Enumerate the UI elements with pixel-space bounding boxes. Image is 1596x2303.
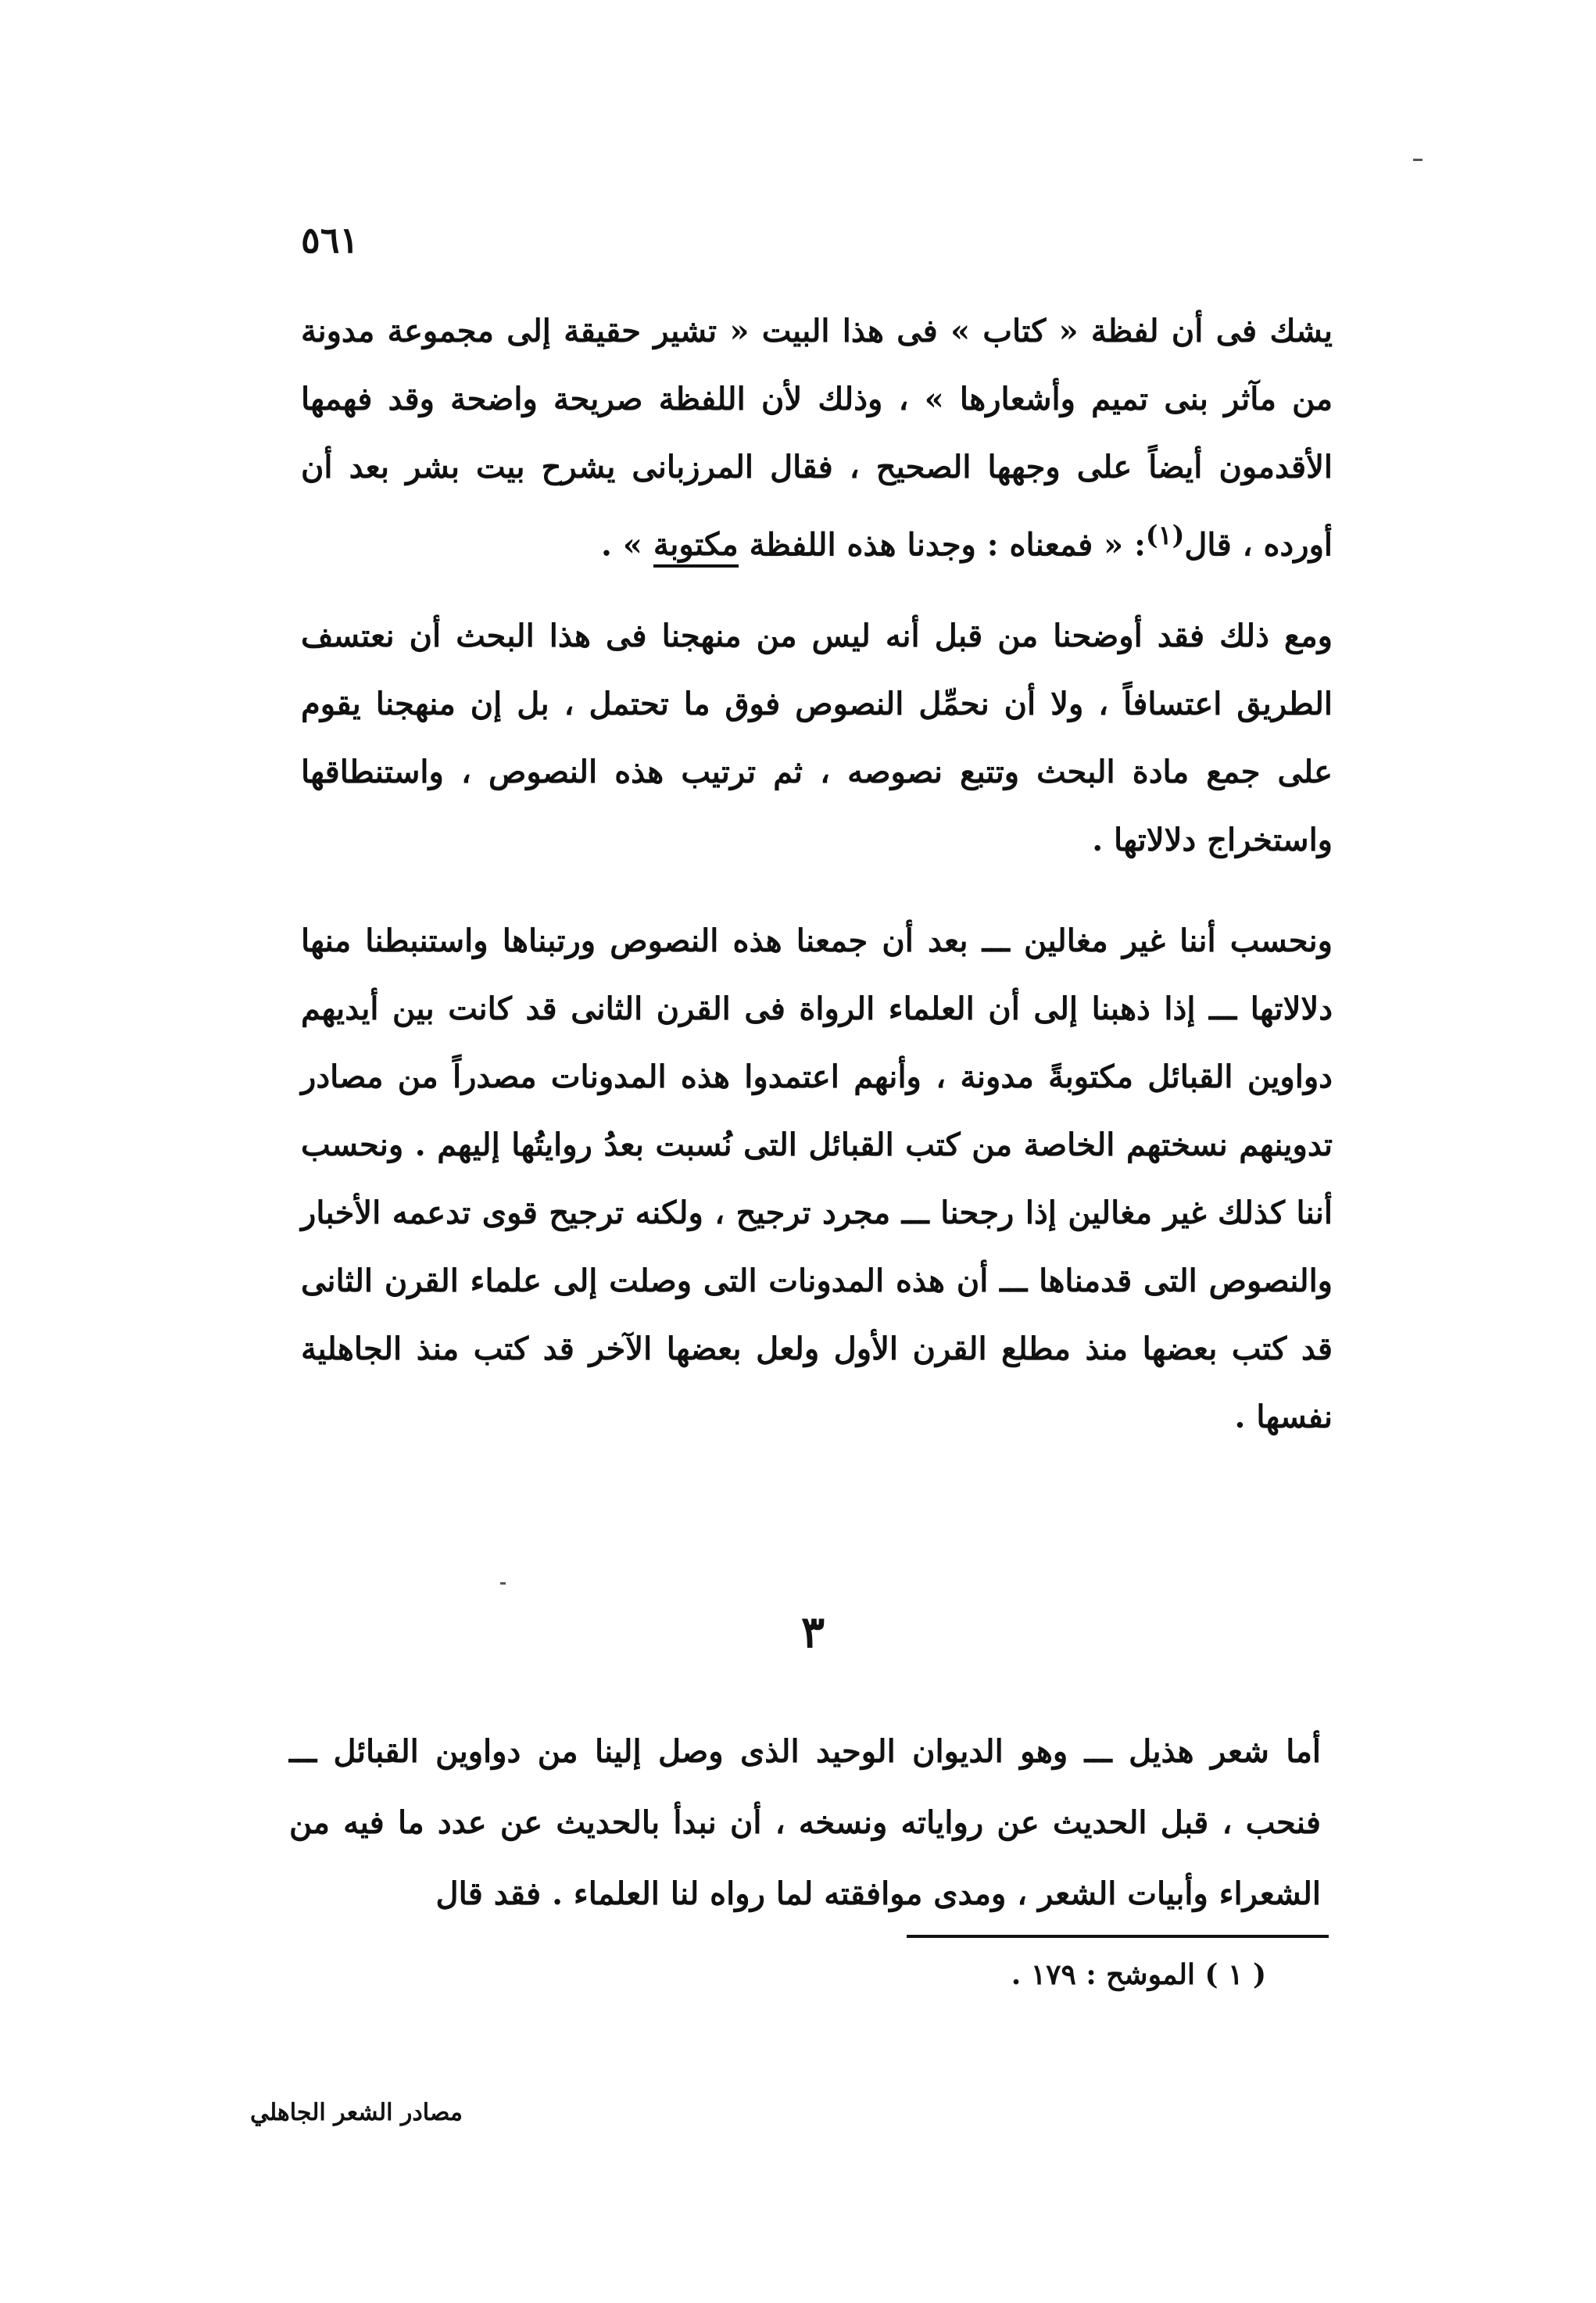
underlined-word: مكتوبة <box>653 526 739 568</box>
section-number: ٣ <box>800 1606 825 1658</box>
scan-speck <box>500 1582 506 1585</box>
paragraph-4: أما شعر هذيل ـــ وهو الديوان الوحيد الذى وصل إلينا من دواوين القبائل ـــ فنحب ، قبل الحديث عن رواياته ونسخه ، أن نبدأ بالحديث عن عدد ما فيه من الشعراء وأبيات الشعر ، ومدى موافقته لما رواه لنا العلماء . فقد قال <box>289 1733 1321 1912</box>
footnote-reference: (١) <box>1145 520 1185 550</box>
footnote-1: ( ١ ) الموشح : ١٧٩ . <box>1011 1958 1266 1991</box>
paragraph-3: ونحسب أننا غير مغالين ـــ بعد أن جمعنا هذه النصوص ورتبناها واستنبطنا منها دلالاتها ـــ إذا ذهبنا إلى أن العلماء الرواة فى القرن الثانى قد كانت بين أيديهم دواوين القبائل مكتوبةً مدونة ، وأنهم اعتمدوا هذه المدونات مصدراً من مصادر تدوينهم نسختهم الخاصة من كتب القبائل التى نُسبت بعدُ روايتُها إليهم . ونحسب أننا كذلك غير مغالين إذا رجحنا ـــ مجرد ترجيح ، ولكنه ترجيح قوى تدعمه الأخبار والنصوص التى قدمناها ـــ أن هذه المدونات التى وصلت إلى علماء القرن الثانى قد كتب بعضها منذ مطلع القرن الأول ولعل بعضها الآخر قد كتب منذ الجاهلية نفسها . <box>301 922 1333 1435</box>
paragraph-1-text: يشك فى أن لفظة « كتاب » فى هذا البيت « تشير حقيقة إلى مجموعة مدونة من مآثر بنى تميم وأشعارها » ، وذلك لأن اللفظة صريحة واضحة وقد فهمها الأقدمون أيضاً على وجهها الصحيح ، فقال المرزبانى يشرح بيت بشر بعد أن أورده ، قال <box>301 313 1333 564</box>
paragraph-1-end: » . <box>601 526 653 564</box>
footnote-separator <box>907 1935 1329 1938</box>
scan-speck <box>1413 159 1422 161</box>
page-number: ٥٦١ <box>301 219 360 261</box>
paragraph-1 <box>301 297 1333 578</box>
paragraph-1-quote: : « فمعناه : وجدنا هذه اللفظة <box>738 526 1146 564</box>
running-footer: مصادر الشعر الجاهلي <box>250 2099 463 2126</box>
paragraph-2: ومع ذلك فقد أوضحنا من قبل أنه ليس من منهجنا فى هذا البحث أن نعتسف الطريق اعتسافاً ، ولا أن نحمِّل النصوص فوق ما تحتمل ، بل إن منهجنا يقوم على جمع مادة البحث وتتبع نصوصه ، ثم ترتيب هذه النصوص ، واستنطاقها واستخراج دلالاتها . <box>301 618 1333 858</box>
